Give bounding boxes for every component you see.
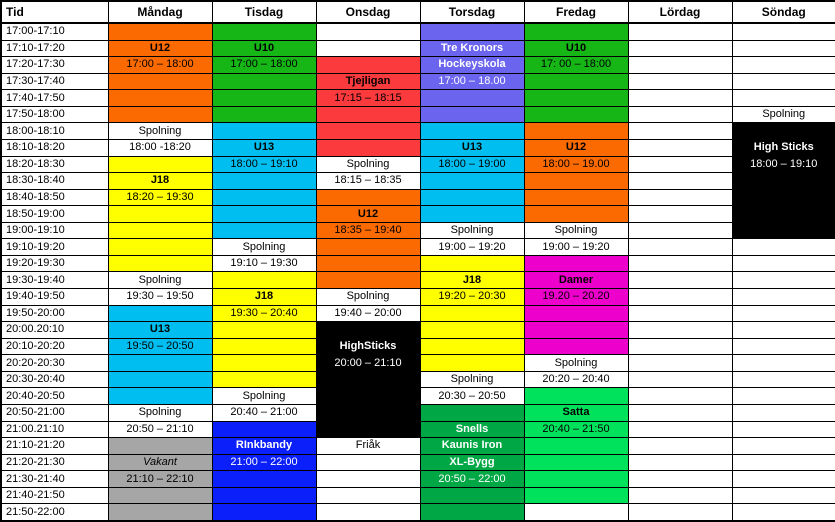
schedule-cell: 18:00 – 19:10	[732, 156, 835, 173]
schedule-cell: 18:35 – 19:40	[316, 222, 420, 239]
schedule-cell: 19.20 – 20.20	[524, 289, 628, 306]
schedule-row	[1, 487, 835, 504]
schedule-cell: 21:00 – 22:00	[212, 454, 316, 471]
schedule-row	[1, 404, 835, 421]
schedule-cell	[732, 454, 835, 471]
schedule-cell	[732, 305, 835, 322]
time-label: 18:30-18:40	[1, 173, 108, 190]
schedule-row	[1, 156, 835, 173]
time-label: 17:00-17:10	[1, 23, 108, 40]
schedule-cell	[108, 355, 212, 372]
schedule-cell	[628, 388, 732, 405]
schedule-cell: U10	[212, 40, 316, 57]
schedule-cell	[524, 322, 628, 339]
schedule-cell	[420, 206, 524, 223]
schedule-row	[1, 305, 835, 322]
schedule-cell: U12	[316, 206, 420, 223]
column-header-tid: Tid	[1, 1, 108, 23]
schedule-cell: U13	[212, 139, 316, 156]
schedule-cell	[628, 23, 732, 40]
schedule-cell	[732, 487, 835, 504]
schedule-cell	[732, 371, 835, 388]
schedule-cell: 19:30 – 20:40	[212, 305, 316, 322]
schedule-row	[1, 239, 835, 256]
schedule-cell	[108, 487, 212, 504]
schedule-cell	[316, 371, 420, 388]
schedule-cell	[628, 471, 732, 488]
schedule-cell	[524, 504, 628, 521]
schedule-cell	[524, 73, 628, 90]
schedule-cell	[732, 388, 835, 405]
column-header-onsdag: Onsdag	[316, 1, 420, 23]
schedule-cell: Spolning	[108, 272, 212, 289]
schedule-cell	[212, 355, 316, 372]
schedule-cell	[732, 206, 835, 223]
time-label: 19:40-19:50	[1, 289, 108, 306]
schedule-cell	[212, 421, 316, 438]
schedule-cell	[316, 388, 420, 405]
schedule-cell: 18:00 – 19:00	[420, 156, 524, 173]
schedule-cell	[732, 222, 835, 239]
schedule-cell	[108, 438, 212, 455]
time-label: 18:20-18:30	[1, 156, 108, 173]
schedule-cell	[628, 57, 732, 74]
schedule-cell: U13	[108, 322, 212, 339]
schedule-cell	[524, 90, 628, 107]
schedule-cell	[628, 139, 732, 156]
schedule-cell	[108, 239, 212, 256]
schedule-cell	[316, 471, 420, 488]
schedule-cell	[524, 454, 628, 471]
schedule-cell: Spolning	[212, 388, 316, 405]
schedule-row	[1, 123, 835, 140]
schedule-cell: 18:00 -18:20	[108, 139, 212, 156]
schedule-cell	[420, 123, 524, 140]
time-label: 18:10-18:20	[1, 139, 108, 156]
time-label: 20:50-21:00	[1, 404, 108, 421]
schedule-cell	[420, 255, 524, 272]
schedule-cell	[732, 23, 835, 40]
schedule-body	[1, 23, 835, 521]
schedule-cell: 17:15 – 18:15	[316, 90, 420, 107]
schedule-row	[1, 421, 835, 438]
schedule-cell: Tre Kronors	[420, 40, 524, 57]
schedule-cell	[628, 222, 732, 239]
schedule-cell: U13	[420, 139, 524, 156]
schedule-cell	[628, 438, 732, 455]
schedule-cell: 19:00 – 19:20	[524, 239, 628, 256]
schedule-cell	[212, 338, 316, 355]
schedule-cell: 18:00 – 19:10	[212, 156, 316, 173]
schedule-cell	[316, 139, 420, 156]
schedule-cell	[108, 255, 212, 272]
schedule-cell	[524, 471, 628, 488]
schedule-cell	[108, 73, 212, 90]
schedule-cell: Spolning	[524, 355, 628, 372]
schedule-cell	[420, 23, 524, 40]
time-label: 18:00-18:10	[1, 123, 108, 140]
schedule-cell	[732, 90, 835, 107]
time-label: 20:00.20:10	[1, 322, 108, 339]
time-label: 21:00.21:10	[1, 421, 108, 438]
schedule-cell: 19:20 – 20:30	[420, 289, 524, 306]
schedule-cell	[628, 173, 732, 190]
schedule-cell	[628, 338, 732, 355]
schedule-cell	[524, 438, 628, 455]
schedule-row	[1, 222, 835, 239]
schedule-row	[1, 438, 835, 455]
schedule-row	[1, 90, 835, 107]
schedule-cell: J18	[420, 272, 524, 289]
schedule-row	[1, 73, 835, 90]
schedule-cell: 17:00 – 18:00	[212, 57, 316, 74]
schedule-cell	[212, 123, 316, 140]
schedule-cell	[420, 355, 524, 372]
schedule-cell	[524, 388, 628, 405]
schedule-cell: HighSticks	[316, 338, 420, 355]
schedule-cell	[212, 206, 316, 223]
schedule-cell	[212, 487, 316, 504]
schedule-cell	[316, 239, 420, 256]
schedule-cell	[732, 289, 835, 306]
schedule-cell	[524, 106, 628, 123]
schedule-cell: Spolning	[420, 222, 524, 239]
schedule-cell	[108, 23, 212, 40]
schedule-row	[1, 371, 835, 388]
column-header-lordag: Lördag	[628, 1, 732, 23]
time-label: 21:40-21:50	[1, 487, 108, 504]
schedule-cell	[420, 338, 524, 355]
schedule-cell: High Sticks	[732, 139, 835, 156]
schedule-cell	[212, 23, 316, 40]
schedule-cell: U12	[108, 40, 212, 57]
column-header-torsdag: Torsdag	[420, 1, 524, 23]
schedule-cell	[316, 23, 420, 40]
column-header-sondag: Söndag	[732, 1, 835, 23]
schedule-cell	[212, 322, 316, 339]
schedule-cell: 20:40 – 21:00	[212, 404, 316, 421]
schedule-cell	[212, 73, 316, 90]
schedule-cell	[628, 90, 732, 107]
schedule-cell	[732, 355, 835, 372]
time-label: 17:50-18:00	[1, 106, 108, 123]
time-label: 21:20-21:30	[1, 454, 108, 471]
schedule-cell	[524, 189, 628, 206]
schedule-cell	[732, 123, 835, 140]
schedule-row	[1, 40, 835, 57]
schedule-cell: 20:20 – 20:40	[524, 371, 628, 388]
time-label: 17:20-17:30	[1, 57, 108, 74]
time-label: 17:40-17:50	[1, 90, 108, 107]
header-row	[1, 1, 835, 23]
schedule-cell	[628, 189, 732, 206]
schedule-cell	[628, 305, 732, 322]
schedule-cell: 20:50 – 21:10	[108, 421, 212, 438]
schedule-cell: 18:00 – 19.00	[524, 156, 628, 173]
schedule-row	[1, 338, 835, 355]
schedule-cell	[316, 404, 420, 421]
schedule-row	[1, 322, 835, 339]
schedule-cell	[316, 123, 420, 140]
schedule-cell	[316, 57, 420, 74]
schedule-cell: 21:10 – 22:10	[108, 471, 212, 488]
schedule-row	[1, 272, 835, 289]
schedule-cell	[732, 404, 835, 421]
schedule-cell	[732, 40, 835, 57]
time-label: 18:50-19:00	[1, 206, 108, 223]
schedule-cell	[628, 454, 732, 471]
schedule-cell: 19:10 – 19:30	[212, 255, 316, 272]
time-label: 19:00-19:10	[1, 222, 108, 239]
schedule-cell	[628, 156, 732, 173]
schedule-cell	[628, 106, 732, 123]
schedule-cell: RInkbandy	[212, 438, 316, 455]
schedule-cell	[628, 487, 732, 504]
schedule-cell: 19:50 – 20:50	[108, 338, 212, 355]
schedule-cell	[420, 173, 524, 190]
schedule-cell	[316, 454, 420, 471]
schedule-cell: Spolning	[316, 289, 420, 306]
time-label: 21:50-22:00	[1, 504, 108, 521]
schedule-cell	[212, 222, 316, 239]
schedule-cell	[732, 322, 835, 339]
schedule-cell	[524, 123, 628, 140]
schedule-cell	[212, 504, 316, 521]
schedule-cell	[420, 487, 524, 504]
schedule-cell: XL-Bygg	[420, 454, 524, 471]
schedule-cell	[316, 40, 420, 57]
schedule-cell	[628, 272, 732, 289]
schedule-row	[1, 173, 835, 190]
schedule-cell	[108, 222, 212, 239]
schedule-cell	[108, 90, 212, 107]
schedule-cell	[420, 305, 524, 322]
schedule-cell	[732, 338, 835, 355]
schedule-cell: Satta	[524, 404, 628, 421]
schedule-cell	[628, 355, 732, 372]
schedule-cell	[108, 388, 212, 405]
schedule-cell	[316, 322, 420, 339]
schedule-cell	[212, 106, 316, 123]
time-label: 20:30-20:40	[1, 371, 108, 388]
schedule-cell: 18:20 – 19:30	[108, 189, 212, 206]
schedule-cell	[316, 421, 420, 438]
time-label: 21:10-21:20	[1, 438, 108, 455]
schedule-cell	[732, 173, 835, 190]
schedule-cell	[316, 255, 420, 272]
schedule-cell	[524, 23, 628, 40]
column-header-tisdag: Tisdag	[212, 1, 316, 23]
schedule-cell: Snells	[420, 421, 524, 438]
schedule-cell	[524, 206, 628, 223]
schedule-cell: Spolning	[316, 156, 420, 173]
schedule-row	[1, 189, 835, 206]
schedule-cell	[732, 73, 835, 90]
schedule-cell: Spolning	[108, 404, 212, 421]
schedule-cell: Vakant	[108, 454, 212, 471]
schedule-cell: 18:15 – 18:35	[316, 173, 420, 190]
schedule-cell	[108, 156, 212, 173]
schedule-cell	[524, 255, 628, 272]
schedule-cell	[628, 73, 732, 90]
schedule-cell	[316, 106, 420, 123]
schedule-cell: Spolning	[420, 371, 524, 388]
schedule-row	[1, 255, 835, 272]
schedule-cell	[732, 57, 835, 74]
schedule-cell: Spolning	[732, 106, 835, 123]
schedule-row	[1, 206, 835, 223]
schedule-cell	[732, 421, 835, 438]
schedule-row	[1, 388, 835, 405]
schedule-cell	[524, 305, 628, 322]
schedule-cell	[628, 289, 732, 306]
schedule-cell: 20:30 – 20:50	[420, 388, 524, 405]
column-header-mandag: Måndag	[108, 1, 212, 23]
schedule-row	[1, 454, 835, 471]
schedule-cell: 19:00 – 19:20	[420, 239, 524, 256]
schedule-cell	[316, 272, 420, 289]
schedule-cell	[212, 173, 316, 190]
schedule-cell: Hockeyskola	[420, 57, 524, 74]
schedule-cell	[212, 189, 316, 206]
schedule-cell	[212, 272, 316, 289]
time-label: 20:10-20:20	[1, 338, 108, 355]
schedule-cell: Kaunis Iron	[420, 438, 524, 455]
schedule-cell	[420, 189, 524, 206]
schedule-cell: J18	[108, 173, 212, 190]
schedule-cell	[628, 239, 732, 256]
schedule-cell	[420, 322, 524, 339]
schedule-cell	[628, 123, 732, 140]
schedule-cell	[316, 504, 420, 521]
schedule-cell	[108, 206, 212, 223]
schedule-cell	[524, 173, 628, 190]
schedule-cell: U10	[524, 40, 628, 57]
schedule-cell: Friåk	[316, 438, 420, 455]
schedule-cell: U12	[524, 139, 628, 156]
schedule-row	[1, 139, 835, 156]
schedule-cell: 17:00 – 18.00	[420, 73, 524, 90]
schedule-cell: 19:40 – 20:00	[316, 305, 420, 322]
schedule-row	[1, 57, 835, 74]
schedule-row	[1, 355, 835, 372]
schedule-cell: 20:40 – 21:50	[524, 421, 628, 438]
schedule-cell: Spolning	[212, 239, 316, 256]
schedule-cell	[628, 371, 732, 388]
time-label: 19:30-19:40	[1, 272, 108, 289]
schedule-cell	[524, 338, 628, 355]
schedule-row	[1, 23, 835, 40]
schedule-cell	[628, 206, 732, 223]
schedule-row	[1, 106, 835, 123]
schedule-cell	[732, 239, 835, 256]
time-label: 19:20-19:30	[1, 255, 108, 272]
schedule-cell	[628, 421, 732, 438]
time-label: 20:20-20:30	[1, 355, 108, 372]
schedule-cell	[732, 471, 835, 488]
schedule-cell	[628, 255, 732, 272]
schedule-cell	[628, 504, 732, 521]
schedule-cell	[108, 504, 212, 521]
schedule-cell: 17: 00 – 18:00	[524, 57, 628, 74]
schedule-cell	[732, 255, 835, 272]
schedule-cell: 17:00 – 18:00	[108, 57, 212, 74]
schedule-cell	[420, 106, 524, 123]
time-label: 17:30-17:40	[1, 73, 108, 90]
schedule-row	[1, 504, 835, 521]
time-label: 18:40-18:50	[1, 189, 108, 206]
time-label: 21:30-21:40	[1, 471, 108, 488]
schedule-cell	[108, 371, 212, 388]
schedule-cell	[628, 404, 732, 421]
schedule-cell: Damer	[524, 272, 628, 289]
schedule-cell	[212, 371, 316, 388]
schedule-cell	[316, 189, 420, 206]
schedule-cell	[628, 40, 732, 57]
schedule-cell: Spolning	[524, 222, 628, 239]
schedule-cell: 20:50 – 22:00	[420, 471, 524, 488]
schedule-cell	[524, 487, 628, 504]
schedule-cell: Tjejligan	[316, 73, 420, 90]
schedule-cell	[420, 90, 524, 107]
schedule-cell	[108, 106, 212, 123]
column-header-fredag: Fredag	[524, 1, 628, 23]
schedule-cell	[628, 322, 732, 339]
schedule-row	[1, 471, 835, 488]
schedule-cell: 20:00 – 21:10	[316, 355, 420, 372]
schedule-cell	[212, 90, 316, 107]
time-label: 19:10-19:20	[1, 239, 108, 256]
time-label: 20:40-20:50	[1, 388, 108, 405]
schedule-cell	[316, 487, 420, 504]
schedule-cell	[108, 305, 212, 322]
schedule-cell	[732, 504, 835, 521]
schedule-cell	[732, 438, 835, 455]
schedule-cell: Spolning	[108, 123, 212, 140]
schedule-cell	[732, 189, 835, 206]
schedule-cell	[420, 404, 524, 421]
schedule-row	[1, 289, 835, 306]
schedule-cell	[420, 504, 524, 521]
schedule-cell	[732, 272, 835, 289]
schedule-cell: J18	[212, 289, 316, 306]
schedule-cell: 19:30 – 19:50	[108, 289, 212, 306]
time-label: 19:50-20:00	[1, 305, 108, 322]
time-label: 17:10-17:20	[1, 40, 108, 57]
schedule-cell	[212, 471, 316, 488]
